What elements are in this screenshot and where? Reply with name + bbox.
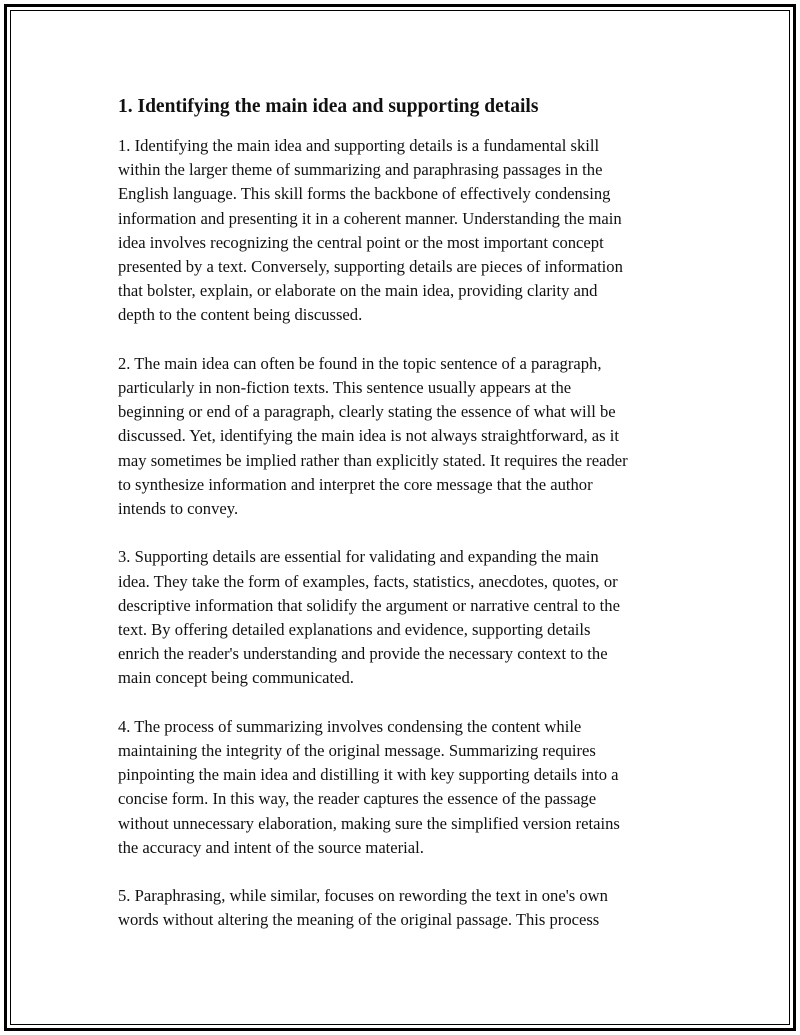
- paragraph-line: intends to convey.: [118, 499, 239, 519]
- paragraph-line: within the larger theme of summarizing and paraphrasing passages in the: [118, 160, 603, 180]
- paragraph-line: idea. They take the form of examples, facts, statistics, anecdotes, quotes, or: [118, 571, 618, 591]
- paragraph-line: maintaining the integrity of the original message. Summarizing requires: [118, 741, 596, 761]
- paragraph-line: to synthesize information and interpret the core message that the author: [118, 474, 593, 494]
- paragraph-line: concise form. In this way, the reader captures the essence of the passage: [118, 789, 597, 809]
- paragraph-line: 1. Identifying the main idea and supporting details is a fundamental skill: [118, 136, 600, 155]
- paragraph-line: presented by a text. Conversely, supporting details are pieces of information: [118, 257, 623, 277]
- paragraph-line: pinpointing the main idea and distilling it with key supporting details into a: [118, 765, 619, 785]
- paragraph-line: information and presenting it in a coherent manner. Understanding the main: [118, 208, 622, 228]
- paragraph-line: enrich the reader's understanding and provide the necessary context to the: [118, 644, 608, 664]
- paragraph-list: [118, 134, 690, 933]
- paragraph-line: 2. The main idea can often be found in the topic sentence of a paragraph,: [118, 353, 602, 373]
- paragraph-line: the accuracy and intent of the source material.: [118, 837, 424, 857]
- paragraph-3: [118, 545, 690, 690]
- paragraph-line: particularly in non-fiction texts. This sentence usually appears at the: [118, 378, 572, 398]
- paragraph-line: beginning or end of a paragraph, clearly stating the essence of what will be: [118, 402, 616, 422]
- paragraph-4: [118, 715, 690, 860]
- paragraph-line: English language. This skill forms the backbone of effectively condensing: [118, 184, 611, 204]
- paragraph-line: descriptive information that solidify the argument or narrative central to the: [118, 595, 620, 615]
- paragraph-line: words without altering the meaning of the original passage. This process: [118, 910, 600, 930]
- paragraph-line: 4. The process of summarizing involves condensing the content while: [118, 716, 582, 736]
- paragraph-line: may sometimes be implied rather than explicitly stated. It requires the reader: [118, 450, 628, 470]
- paragraph-line: discussed. Yet, identifying the main idea is not always straightforward, as it: [118, 426, 619, 446]
- paragraph-line: that bolster, explain, or elaborate on the main idea, providing clarity and: [118, 281, 598, 301]
- paragraph-line: 5. Paraphrasing, while similar, focuses on rewording the text in one's own: [118, 886, 608, 906]
- document-body: [118, 94, 690, 957]
- paragraph-5: [118, 884, 690, 932]
- paragraph-line: text. By offering detailed explanations and evidence, supporting details: [118, 620, 591, 640]
- section-heading: 1. Identifying the main idea and supporting details: [118, 96, 539, 117]
- paragraph-line: 3. Supporting details are essential for validating and expanding the main: [118, 547, 599, 567]
- paragraph-line: main concept being communicated.: [118, 668, 354, 688]
- paragraph-1: [118, 134, 690, 328]
- paragraph-line: depth to the content being discussed.: [118, 305, 363, 325]
- paragraph-line: without unnecessary elaboration, making sure the simplified version retains: [118, 813, 620, 833]
- paragraph-2: [118, 352, 690, 521]
- paragraph-line: idea involves recognizing the central point or the most important concept: [118, 232, 604, 252]
